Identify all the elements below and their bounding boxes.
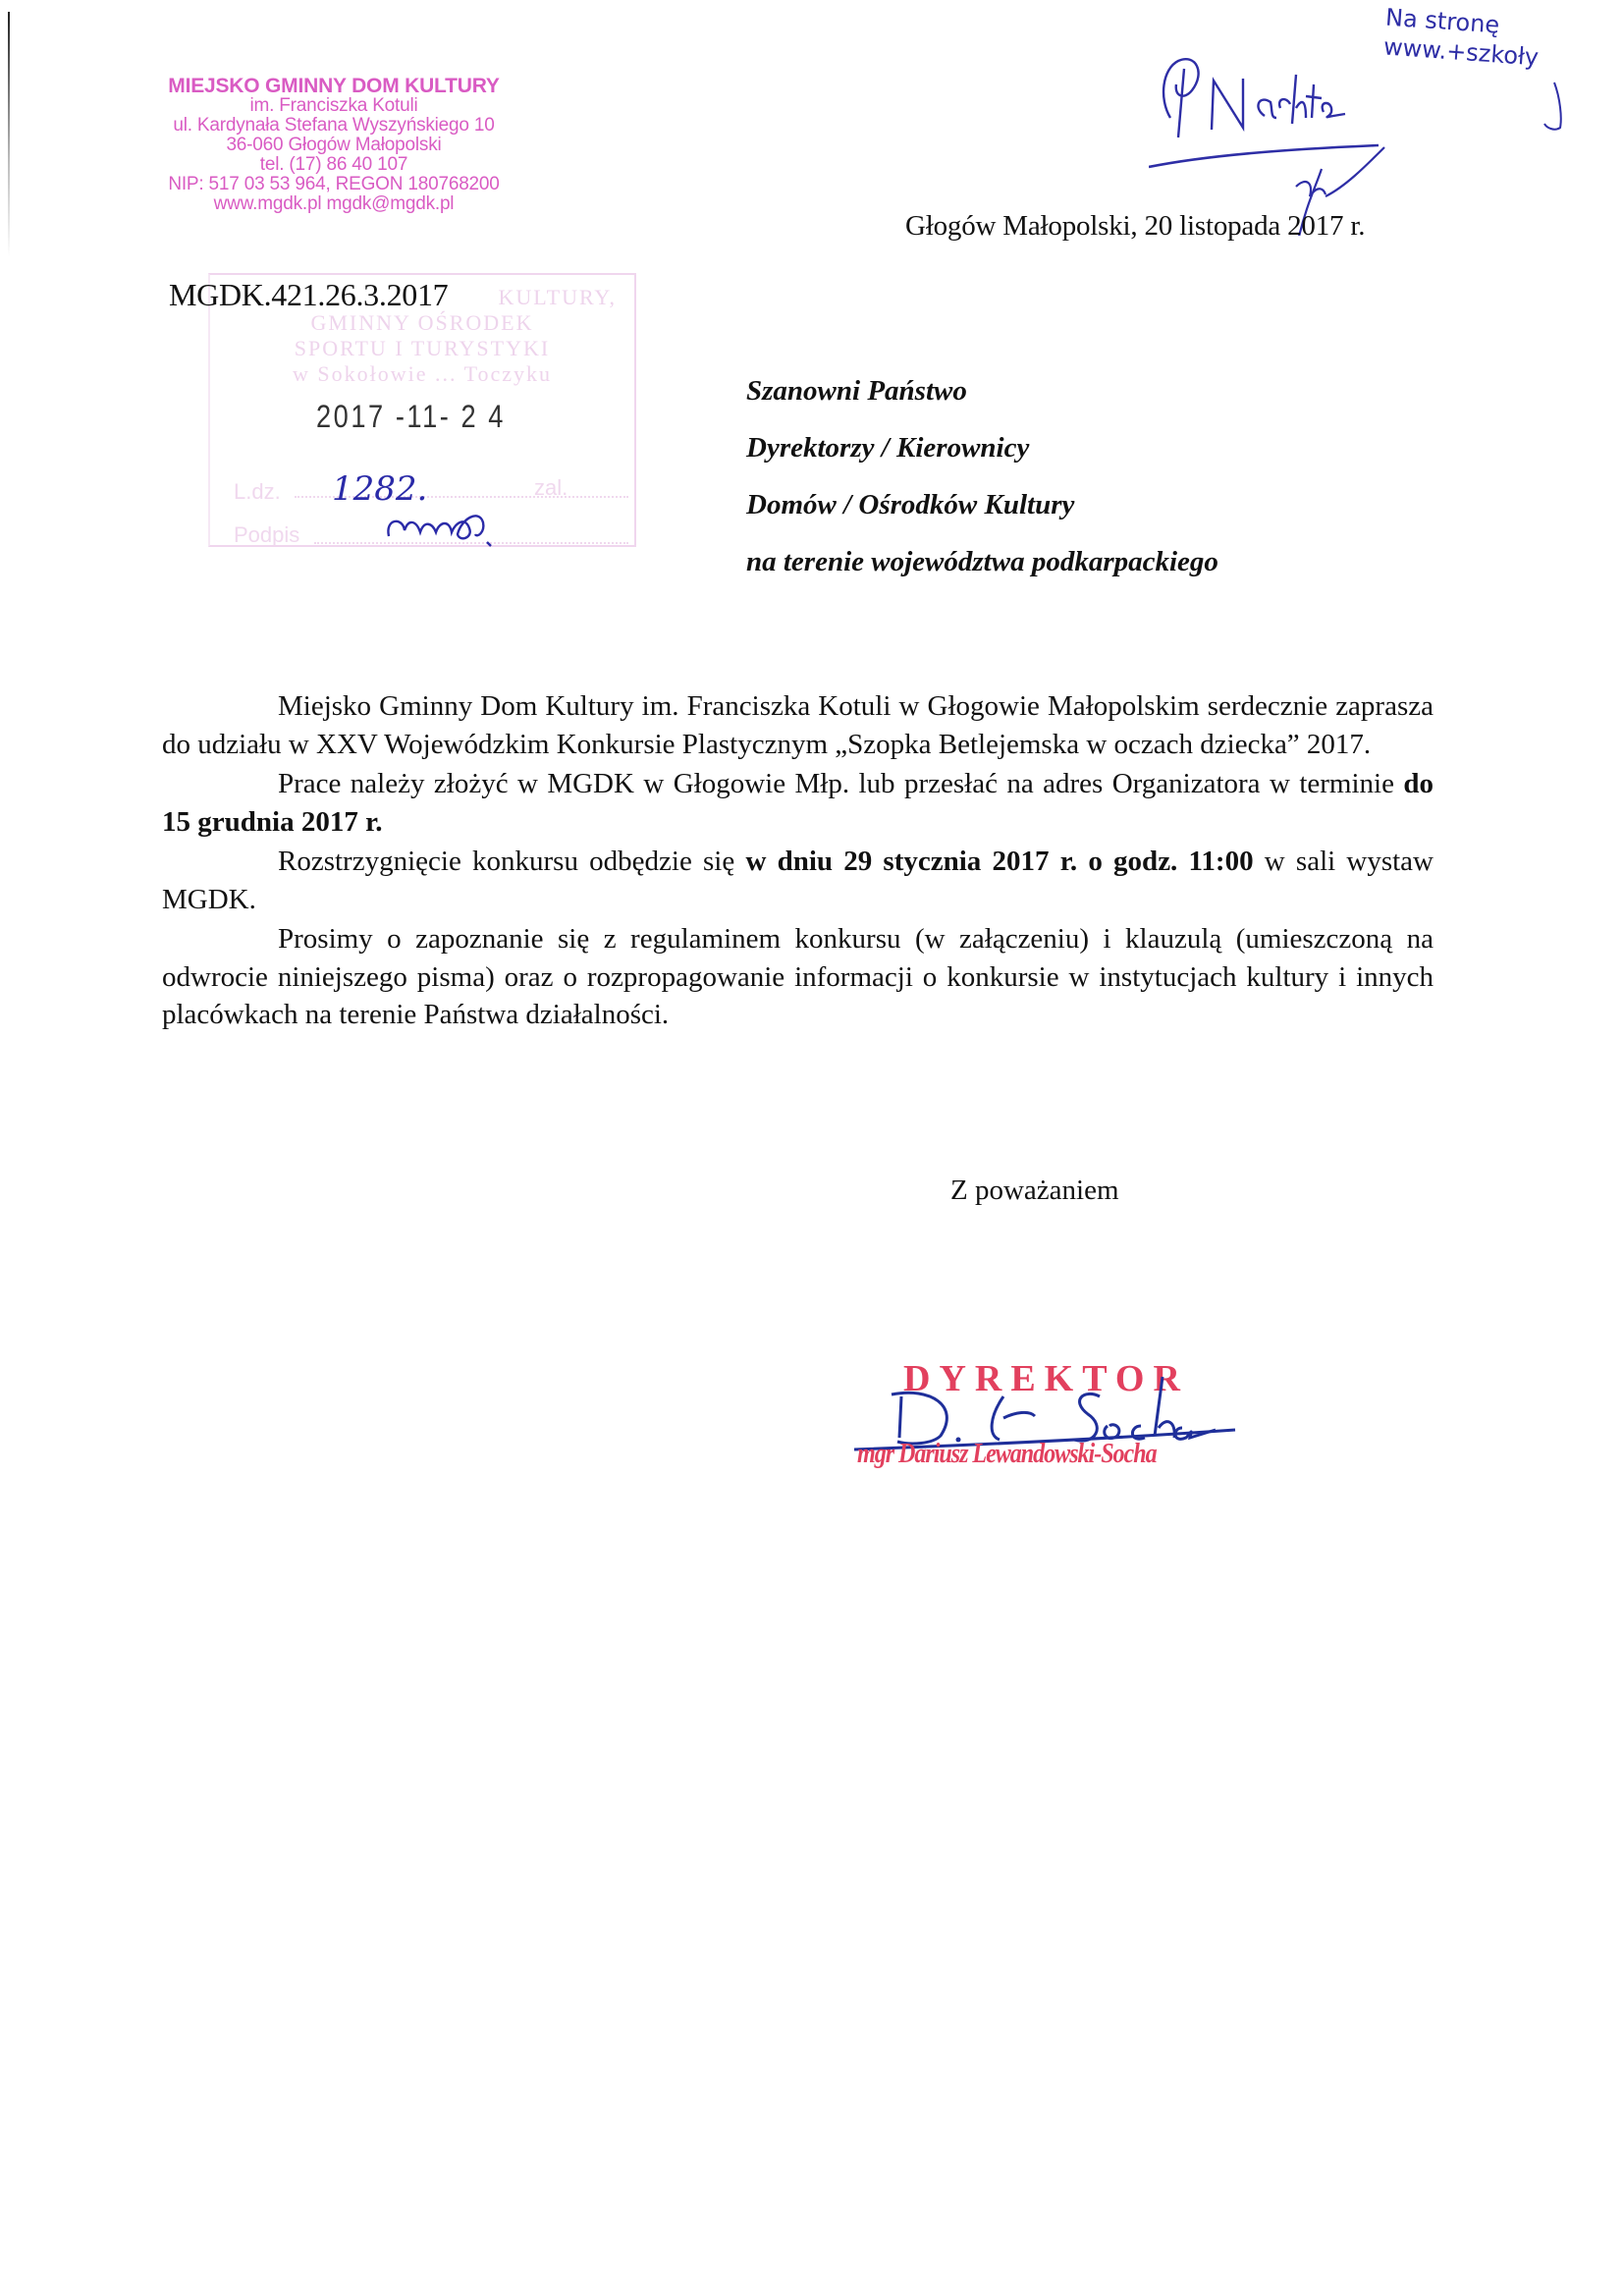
submission-text: Prace należy złożyć w MGDK w Głogowie Młp. lub przesłać na adres Organizatora w terminie: [278, 768, 1404, 799]
scan-edge-line: [8, 12, 10, 257]
paragraph-request: Prosimy o zapoznanie się z regulaminem konkursu (w załączeniu) i klauzulą (umieszczoną na odwrocie niniejszego pisma) oraz o rozpropagowanie informacji o konkursie w instytucjach kultury i innych placówkach na terenie Państwa działalności.: [162, 923, 1434, 1030]
ldz-number: 1282.: [332, 469, 428, 509]
reg-stamp-line: KULTURY,: [498, 285, 617, 309]
reference-number: MGDK.421.26.3.2017: [169, 277, 449, 312]
handwritten-note: [1382, 3, 1542, 73]
paragraph-results: [162, 843, 1434, 918]
recipient-line: Domów / Ośrodków Kultury: [746, 489, 1075, 520]
recipient-line: na terenie województwa podkarpackiego: [746, 546, 1218, 577]
note-line: Na stronę: [1384, 3, 1501, 39]
ldz-label: L.dz.: [234, 479, 281, 504]
podpis-label: Podpis: [234, 522, 300, 547]
reg-stamp-line: GMINNY OŚRODEK: [310, 310, 534, 335]
paragraph-submission: [162, 765, 1434, 841]
letter-body: [162, 687, 1434, 1034]
paragraph-invitation: Miejsko Gminny Dom Kultury im. Franciszka Kotuli w Głogowie Małopolskim serdecznie zaprasza do udziału w XXV Wojewódzkim Konkursie Plastycznym „Szopka Betlejemska w oczach dziecka” 2017.: [162, 690, 1434, 760]
handwritten-name-signature: [1149, 39, 1404, 236]
stamp-line: www.mgdk.pl mgdk@mgdk.pl: [213, 193, 455, 214]
registration-initials-signature: [381, 499, 518, 548]
recipient-block: [746, 371, 1218, 599]
director-name-stamp: mgr Dariusz Lewandowski-Socha: [857, 1439, 1157, 1469]
results-date: w dniu 29 stycznia 2017 r. o godz. 11:00: [745, 846, 1254, 877]
reg-stamp-line: SPORTU I TURYSTYKI: [294, 336, 551, 360]
institution-stamp: [147, 77, 520, 214]
recipient-line: Szanowni Państwo: [746, 375, 967, 407]
stamp-line: im. Franciszka Kotuli: [249, 95, 418, 116]
note-line: www.+szkoły: [1382, 32, 1541, 72]
stamp-line: MIEJSKO GMINNY DOM KULTURY: [168, 75, 500, 97]
closing-phrase: Z poważaniem: [950, 1175, 1119, 1206]
results-text: Rozstrzygnięcie konkursu odbędzie się: [278, 846, 746, 877]
recipient-line: Dyrektorzy / Kierownicy: [746, 432, 1030, 464]
place-and-date: Głogów Małopolski, 20 listopada 2017 r.: [905, 210, 1366, 242]
director-title-stamp: DYREKTOR: [903, 1358, 1189, 1399]
stamp-line: tel. (17) 86 40 107: [259, 154, 408, 175]
stamp-line: NIP: 517 03 53 964, REGON 180768200: [168, 174, 500, 194]
stamp-line: 36-060 Głogów Małopolski: [226, 135, 442, 155]
submission-deadline: do 15 grudnia 2017 r.: [162, 768, 1434, 838]
zal-label: zal.: [534, 475, 568, 500]
results-place: w sali wystaw MGDK.: [162, 846, 1434, 915]
reg-stamp-line: w Sokołowie ... Toczyku: [292, 361, 553, 386]
stamp-line: ul. Kardynała Stefana Wyszyńskiego 10: [173, 115, 495, 136]
received-date: 2017 -11- 2 4: [316, 399, 506, 434]
note-bracket-mark: [1537, 79, 1576, 137]
